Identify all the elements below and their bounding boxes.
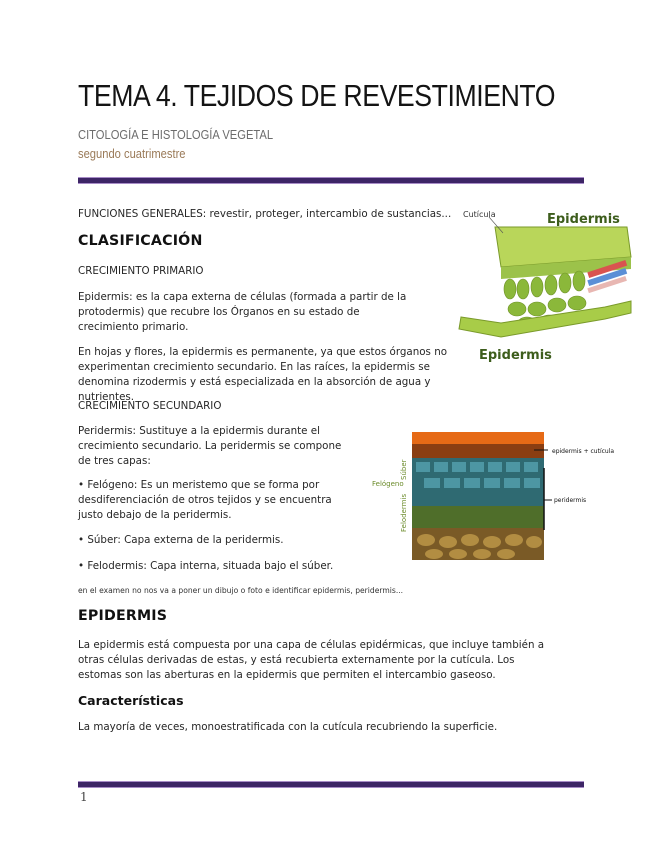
epidermis-heading: EPIDERMIS (78, 608, 168, 624)
header-divider (78, 177, 584, 184)
suber-bullet: • Súber: Capa externa de la peridermis. (78, 534, 284, 546)
primary-paragraph-1: Epidermis: es la capa externa de células (formada a partir de la protodermis) que recubre los Órganos en su estado de crecimiento primario. (78, 291, 407, 333)
peridermis-label: peridermis (554, 497, 587, 504)
characteristics-heading: Características (78, 693, 184, 708)
course-subtitle: CITOLOGÍA E HISTOLOGÍA VEGETAL (78, 127, 274, 142)
primary-growth-heading: CRECIMIENTO PRIMARIO (78, 265, 204, 277)
epidermis-paragraph: La epidermis está compuesta por una capa de células epidérmicas, que incluye también a otras células derivadas de estas, y está recubierta externamente por la cutícula. Los estomas son las aberturas en la epidermis que permiten el intercambio gaseoso. (78, 639, 545, 681)
secondary-growth-heading: CRECIMIENTO SECUNDARIO (78, 400, 222, 412)
felogeno-label: Felógeno (372, 480, 404, 488)
felodermis-bullet: • Felodermis: Capa interna, situada bajo el súber. (78, 560, 334, 572)
footer-divider (78, 781, 584, 788)
felodermis-label: Felodermis (400, 493, 408, 532)
classification-heading: CLASIFICACIÓN (78, 233, 203, 249)
epidermis-top-label: Epidermis (547, 212, 620, 227)
cuticle-label: Cutícula (463, 210, 496, 219)
leaf-epidermis-illustration (455, 205, 635, 365)
secondary-paragraph-1: Peridermis: Sustituye a la epidermis durante el crecimiento secundario. La peridermis se compone de tres capas: (78, 425, 342, 467)
page-number: 1 (80, 790, 88, 804)
suber-label: Súber (400, 459, 408, 480)
epidermis-bottom-label: Epidermis (479, 348, 552, 363)
term-subtitle: segundo cuatrimestre (78, 146, 186, 161)
primary-paragraph-2: En hojas y flores, la epidermis es permanente, ya que estos órganos no experimentan crecimiento secundario. En las raíces, la epidermis se denomina rizodermis y está especializada en la absorción de agua y nutrientes. (78, 346, 448, 403)
epidermis-cuticle-label: epidermis + cutícula (552, 448, 615, 455)
functions-text: FUNCIONES GENERALES: revestir, proteger, intercambio de sustancias... (78, 208, 452, 220)
felogeno-bullet: • Felógeno: Es un meristemo que se forma por desdiferenciación de otros tejidos y se encuentra justo debajo de la peridermis. (78, 479, 332, 521)
exam-note: en el examen no nos va a poner un dibujo o foto e identificar epidermis, peridermis... (78, 586, 404, 595)
page-title: TEMA 4. TEJIDOS DE REVESTIMIENTO (78, 78, 556, 113)
characteristics-paragraph: La mayoría de veces, monoestratificada con la cutícula recubriendo la superficie. (78, 721, 498, 733)
periderm-micrograph (368, 430, 643, 565)
